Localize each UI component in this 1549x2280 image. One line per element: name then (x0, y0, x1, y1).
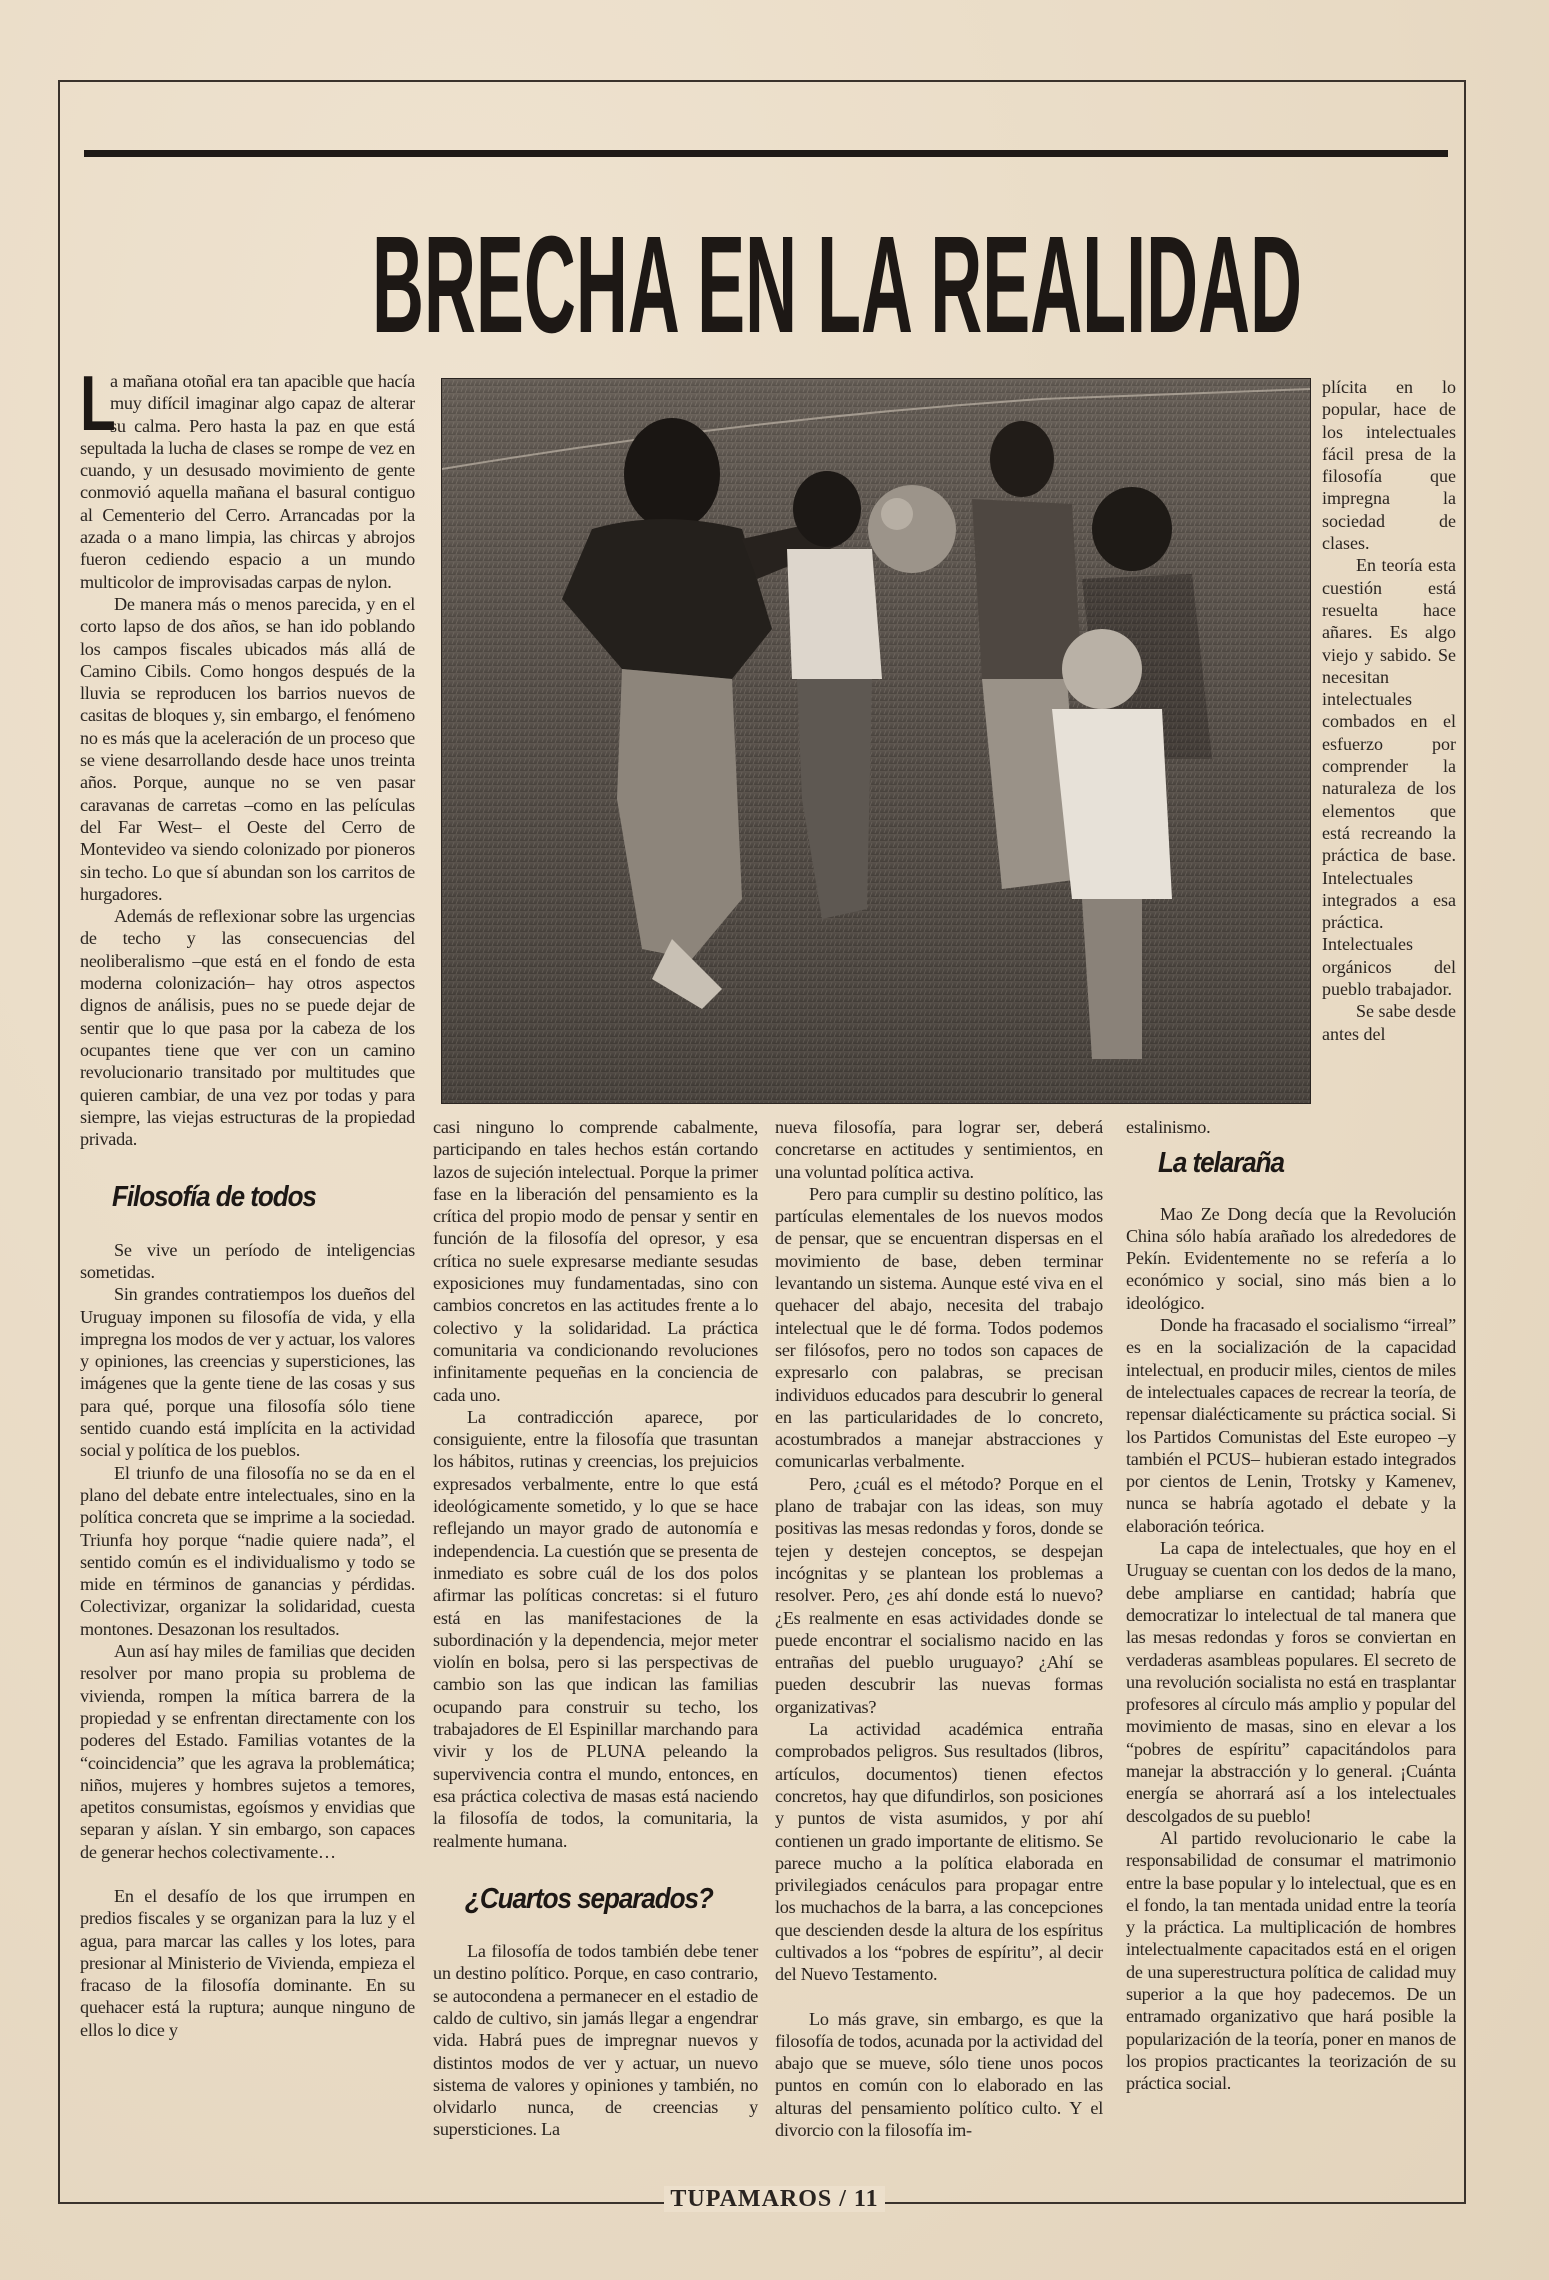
column-1 (80, 359, 415, 2041)
drop-cap: L (80, 359, 116, 447)
article-paragraph: L a mañana otoñal era tan apacible que hacía muy difícil imaginar algo capaz de alterar su calma. Pero hasta la paz en que está sepultada la lucha de clases se rompe de vez en cuando, y un desusado movimiento de gente conmovió aquella mañana el basural contiguo al Cementerio del Cerro. Arrancadas por la azada o a mano limpia, las chircas y abrojos fueron cediendo espacio a un mundo multicolor de improvisadas carpas de nylon. (80, 359, 415, 592)
article-paragraph: plícita en lo popular, hace de los intelectuales fácil presa de la filosofía que impregna la sociedad de clases. (1322, 377, 1456, 554)
article-paragraph: Mao Ze Dong decía que la Revolución China sólo había arañado los alrededores de Pekín. Evidentemente no se refería a lo económico y social, sino más bien a lo ideológico. (1126, 1203, 1456, 1313)
column-2 (433, 1116, 758, 2141)
article-paragraph: Pero para cumplir su destino político, las partículas elementales de los nuevos modos de pensar, que se encuentran dispersas en el movimiento de base, deben terminar levantando un sistema. Aunque esté viva en el quehacer del abajo, necesita del trabajo intelectual que le dé forma. Todos podemos ser filósofos, pero no todos son capaces de expresarlo con palabras, se precisan individuos educados para descubrir lo general en las particularidades de lo concreto, acostumbrados a manejar abstracciones y comunicarlas verbalmente. (775, 1183, 1103, 1472)
column-4-top (1322, 376, 1456, 1045)
article-paragraph: estalinismo. (1126, 1117, 1211, 1137)
column-3 (775, 1116, 1103, 2141)
article-paragraph: En teoría esta cuestión está resuelta hace añares. Es algo viejo y sabido. Se necesitan intelectuales combados en el esfuerzo por comprender la naturaleza de los elementos que está recreando la práctica de base. Intelectuales integrados a esa práctica. Intelectuales orgánicos del pueblo trabajador. (1322, 555, 1456, 1000)
article-paragraph: Donde ha fracasado el socialismo “irreal” es en la socialización de la capacidad intelectual, en producir miles, cientos de miles de intelectuales capaces de recrear la teoría, de repensar dialécticamente su práctica social. Si los Partidos Comunistas del Este europeo –y también el PCUS– hubieran estado integrados por cientos de Lenin, Trotsky y Kamenev, nunca se habría agotado el debate y la elaboración teórica. (1126, 1315, 1456, 1536)
subheading-telarana: La telaraña (1158, 1147, 1284, 1180)
article-paragraph: La capa de intelectuales, que hoy en el Uruguay se cuentan con los dedos de la mano, debe ampliarse en cantidad; habría que democratizar lo intelectual de tal manera que las mesas redondas y foros se conviertan en verdaderas asambleas populares. El secreto de una revolución socialista no está en trasplantar profesores al círculo más amplio y popular del movimiento de masas, sino en elevar a los “pobres de espíritu” capacitándolos para manejar la abstracción y lo general. ¡Cuánta energía se ahorrará así a los intelectuales descolgados de su pueblo! (1126, 1538, 1456, 1826)
article-paragraph: Aun así hay miles de familias que deciden resolver por mano propia su problema de vivienda, rompen la mítica barrera de la propiedad y se enfrentan directamente con los poderes del Estado. Familias votantes de la “coincidencia” que les agrava la problemática; niños, mujeres y hombres sujetos a temores, apetitos consumistas, egoísmos y envidias que separan y aíslan. Y sin embargo, son capaces de generar hechos colectivamente… (80, 1641, 415, 1862)
article-paragraph: casi ninguno lo comprende cabalmente, participando en tales hechos están cortando lazos de sujeción intelectual. Porque la primer fase en la liberación del pensamiento es la crítica del propio modo de pensar y sentir en función de la filosofía del opresor, y esa crítica no suele expresarse mediante sesudas exposiciones muy fundamentadas, sino con cambios concretos en las actitudes frente a lo colectivo y la solidaridad. La práctica comunitaria va condicionando revoluciones infinitamente pequeñas en la conciencia de cada uno. (433, 1117, 758, 1405)
article-paragraph: De manera más o menos parecida, y en el corto lapso de dos años, se han ido poblando los campos fiscales ubicados más allá de Camino Cibils. Como hongos después de la lluvia se reproducen los barrios nuevos de casitas de bloques y, sin embargo, el fenómeno no es más que la aceleración de un proceso que se viene desarrollando desde hace unos treinta años. Porque, aunque no se ven pasar caravanas de carretas –como en las películas del Far West– el Oeste del Cerro de Montevideo va siendo colonizado por pioneros sin techo. Lo que sí abundan son los carritos de hurgadores. (80, 593, 415, 904)
article-paragraph: La actividad académica entraña comprobados peligros. Sus resultados (libros, artículos, documentos) tienen efectos concretos, hay que difundirlos, son posiciones y puntos de vista asumidos, y por ahí contienen un grado importante de elitismo. Se parece mucho a la política elaborada en privilegiados cenáculos para propagar entre los muchachos de la barra, a las concepciones que descienden desde la altura de los espíritus cultivados a los “pobres de espíritu”, al decir del Nuevo Testamento. (775, 1719, 1103, 1985)
article-paragraph: Se sabe desde antes del (1322, 1001, 1456, 1044)
headline-text: BRECHA EN LA REALIDAD (372, 228, 1302, 338)
article-paragraph: Lo más grave, sin embargo, es que la filosofía de todos, acunada por la actividad del abajo que se mueve, sólo tiene unos pocos puntos en común con lo elaborado en las alturas del pensamiento político culto. Y el divorcio con la filosofía im- (775, 2008, 1103, 2141)
article-paragraph: En el desafío de los que irrumpen en predios fiscales y se organizan para la luz y el agua, para marcar las calles y los lotes, para presionar al Ministerio de Vivienda, empieza el fracaso de la filosofía dominante. En su quehacer está la ruptura; aunque ninguno de ellos lo dice y (80, 1886, 415, 2040)
article-paragraph: Además de reflexionar sobre las urgencias de techo y las consecuencias del neoliberalismo –que está en el fondo de esta moderna colonización– hay otros aspectos dignos de análisis, pues no se puede dejar de sentir que lo que pasa por la cabeza de los ocupantes tiene que ver con un camino revolucionario transitado por multitudes que quieren cambiar, de una vez por todas y para siempre, las viejas estructuras de la propiedad privada. (80, 906, 415, 1150)
article-paragraph: Se vive un período de inteligencias sometidas. (80, 1239, 415, 1282)
article-paragraph: Al partido revolucionario le cabe la responsabilidad de consumar el matrimonio entre la base popular y lo intelectual, que es en el fondo, la tan mentada unidad entre la teoría y la práctica. La multiplicación de hombres intelectualmente capacitados está en el origen de una superestructura política de calidad muy superior a la que hoy padecemos. De un entramado organizativo que hará posible la popularización de la teoría, poner en manos de los propios practicantes la teorización de su práctica social. (1126, 1827, 1456, 2094)
photo-image (442, 379, 1310, 1103)
article-paragraph: La filosofía de todos también debe tener un destino político. Porque, en caso contrario, se autocondena a permanecer en el estadio de caldo de cultivo, sin jamás llegar a engendrar vida. Habrá pues de impregnar nuevos y distintos modos de ver y actuar, un nuevo sistema de valores y opiniones y también, no olvidarlo nunca, de creencias y supersticiones. La (433, 1941, 758, 2140)
photo-man-children-ball (441, 378, 1311, 1104)
page-footer (0, 2186, 1549, 2213)
column-4 (1126, 1116, 1456, 2094)
article-paragraph: nueva filosofía, para lograr ser, deberá concretarse en actitudes y sentimientos, en una voluntad política activa. (775, 1117, 1103, 1182)
article-paragraph: El triunfo de una filosofía no se da en el plano del debate entre intelectuales, sino en la política concreta que se imprime a la sociedad. Triunfa hoy porque “nadie quiere nada”, el sentido común es el individualismo y todo se mide en términos de ganancias y pérdidas. Colectivizar, organizar la solidaridad, cuesta montones. Desazonan los resultados. (80, 1462, 415, 1639)
article-paragraph: Sin grandes contratiempos los dueños del Uruguay imponen su filosofía de vida, y ella impregna los modos de ver y actuar, los valores y opiniones, las creencias y supersticiones, las imágenes que la gente tiene de las cosas y sus para qué, porque una filosofía sólo tiene sentido cuando está implícita en la actividad social y política de los pueblos. (80, 1284, 415, 1461)
subheading-filosofia: Filosofía de todos (112, 1181, 316, 1214)
headline (372, 228, 1306, 338)
article-paragraph: La contradicción aparece, por consiguiente, entre la filosofía que trasuntan los hábitos, rutinas y creencias, los prejuicios expresados verbalmente, entre lo que está ideológicamente sometido, y lo que se hace reflejando un mayor grado de autonomía e independencia. La cuestión que se presenta de inmediato es sobre cuál de los dos polos afirmar las políticas concretas: si el futuro está en las manifestaciones de la subordinación y la dependencia, mejor meter violín en bolsa, pero si las perspectivas de cambio son las que indican las familias ocupando para construir su techo, los trabajadores de El Espinillar marchando para vivir y los de PLUNA peleando la supervivencia contra el mundo, entonces, en esa práctica colectiva de masas está naciendo la filosofía de todos, la comunitaria, la realmente humana. (433, 1406, 758, 1851)
header-rule (84, 150, 1448, 157)
footer-publication-page: TUPAMAROS / 11 (664, 2186, 884, 2212)
subheading-cuartos: ¿Cuartos separados? (465, 1882, 713, 1915)
article-paragraph: Pero, ¿cuál es el método? Porque en el plano de trabajar con las ideas, son muy positivas las mesas redondas y foros, donde se tejen y destejen conceptos, se despejan incógnitas y se plantean los problemas a resolver. Pero, ¿es ahí donde está lo nuevo? ¿Es realmente en esas actividades donde se puede encontrar el socialismo nacido en las entrañas del pueblo uruguayo? ¿Ahí se pueden descubrir las nuevas formas organizativas? (775, 1473, 1103, 1717)
